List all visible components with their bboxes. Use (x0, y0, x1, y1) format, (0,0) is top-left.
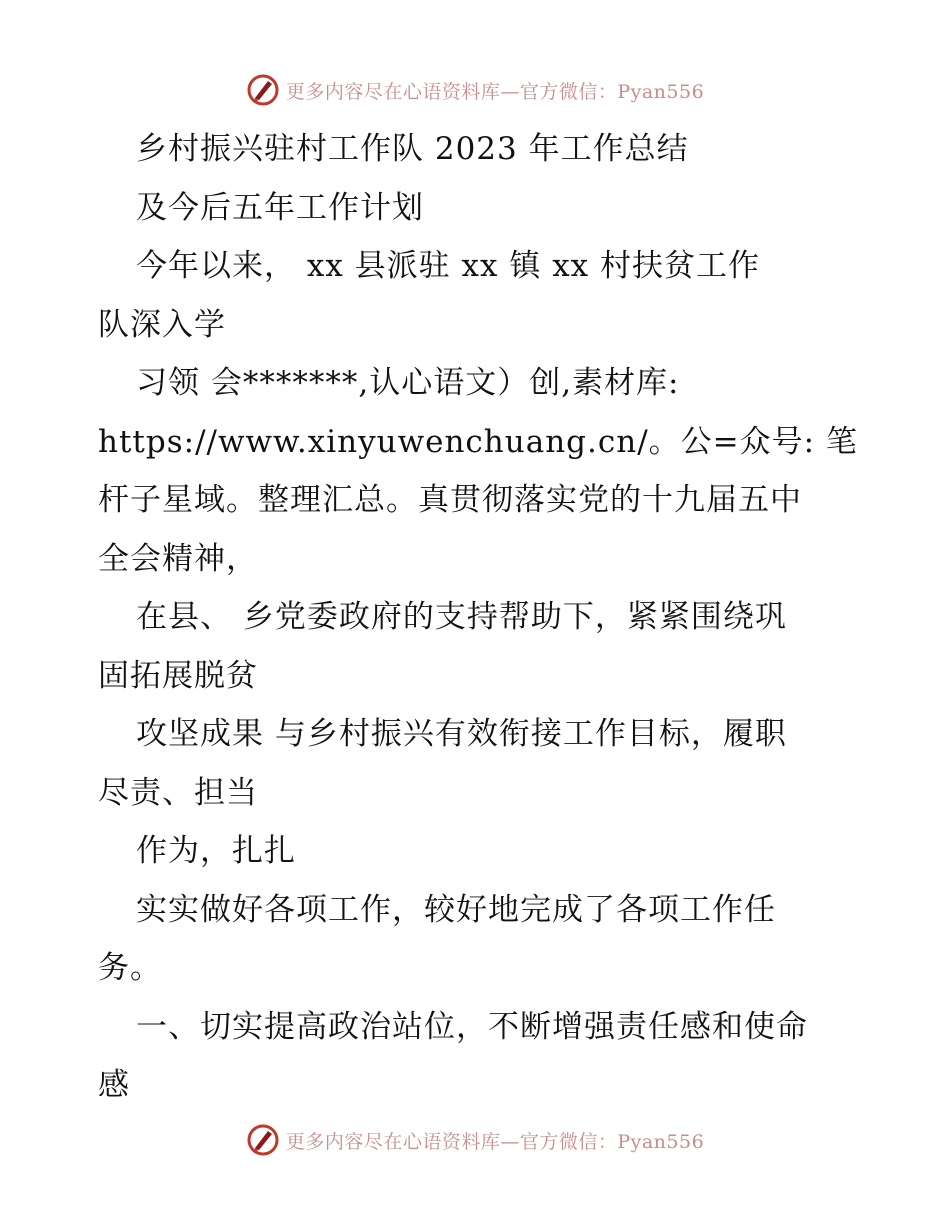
doc-line (98, 354, 848, 413)
doc-line-text: 全会精神， (98, 540, 258, 577)
doc-line-text: 乡村振兴驻村工作队 2023 年工作总结 (136, 131, 689, 167)
doc-line-text: 作为，扎扎 (136, 833, 296, 869)
watermark-text: 更多内容尽在心语资料库—官方微信：Pyan556 (285, 1130, 705, 1153)
doc-line (98, 705, 848, 764)
doc-line (98, 179, 848, 238)
doc-line-text: 感 (98, 1067, 130, 1103)
doc-line-text: 务。 (98, 950, 162, 986)
header-watermark (0, 70, 950, 110)
doc-line-text: 固拓展脱贫 (98, 657, 258, 694)
doc-line (98, 471, 848, 530)
doc-line-text: 在县、 乡党委政府的支持帮助下，紧紧围绕巩 (136, 599, 787, 635)
doc-line (98, 588, 848, 647)
doc-line-text: 尽责、担当 (98, 774, 258, 811)
doc-line-text: 习领 会*******,认心语文）创,素材库: (136, 365, 680, 401)
doc-line (98, 998, 848, 1057)
document-body (98, 120, 858, 1115)
doc-line (98, 237, 848, 296)
doc-line-text: 一、切实提高政治站位，不断增强责任感和使命 (136, 1008, 808, 1045)
doc-line-text: 今年以来， xx 县派驻 xx 镇 xx 村扶贫工作 (136, 248, 761, 284)
pen-logo-icon (246, 1123, 280, 1157)
doc-line (98, 647, 848, 706)
doc-line (98, 764, 848, 823)
doc-line (98, 881, 848, 940)
doc-line (98, 120, 848, 179)
doc-line (98, 822, 848, 881)
doc-line-text: 实实做好各项工作，较好地完成了各项工作任 (136, 891, 776, 928)
doc-line (98, 413, 858, 472)
doc-line (98, 296, 848, 355)
watermark-text: 更多内容尽在心语资料库—官方微信：Pyan556 (285, 80, 705, 103)
doc-line-text: 杆子星域。整理汇总。真贯彻落实党的十九届五中 (98, 482, 802, 518)
doc-line (98, 530, 848, 589)
pen-logo-icon (246, 73, 280, 107)
watermark-group (246, 73, 704, 107)
footer-watermark (0, 1120, 950, 1160)
doc-line-text: 队深入学 (98, 306, 226, 343)
watermark-group (246, 1123, 704, 1157)
doc-line-text: https://www.xinyuwenchuang.cn/。公=众号: 笔 (98, 423, 858, 460)
doc-line (98, 939, 848, 998)
doc-line (98, 1056, 848, 1115)
doc-line-text: 及今后五年工作计划 (136, 189, 424, 226)
doc-line-text: 攻坚成果 与乡村振兴有效衔接工作目标，履职 (136, 716, 787, 752)
